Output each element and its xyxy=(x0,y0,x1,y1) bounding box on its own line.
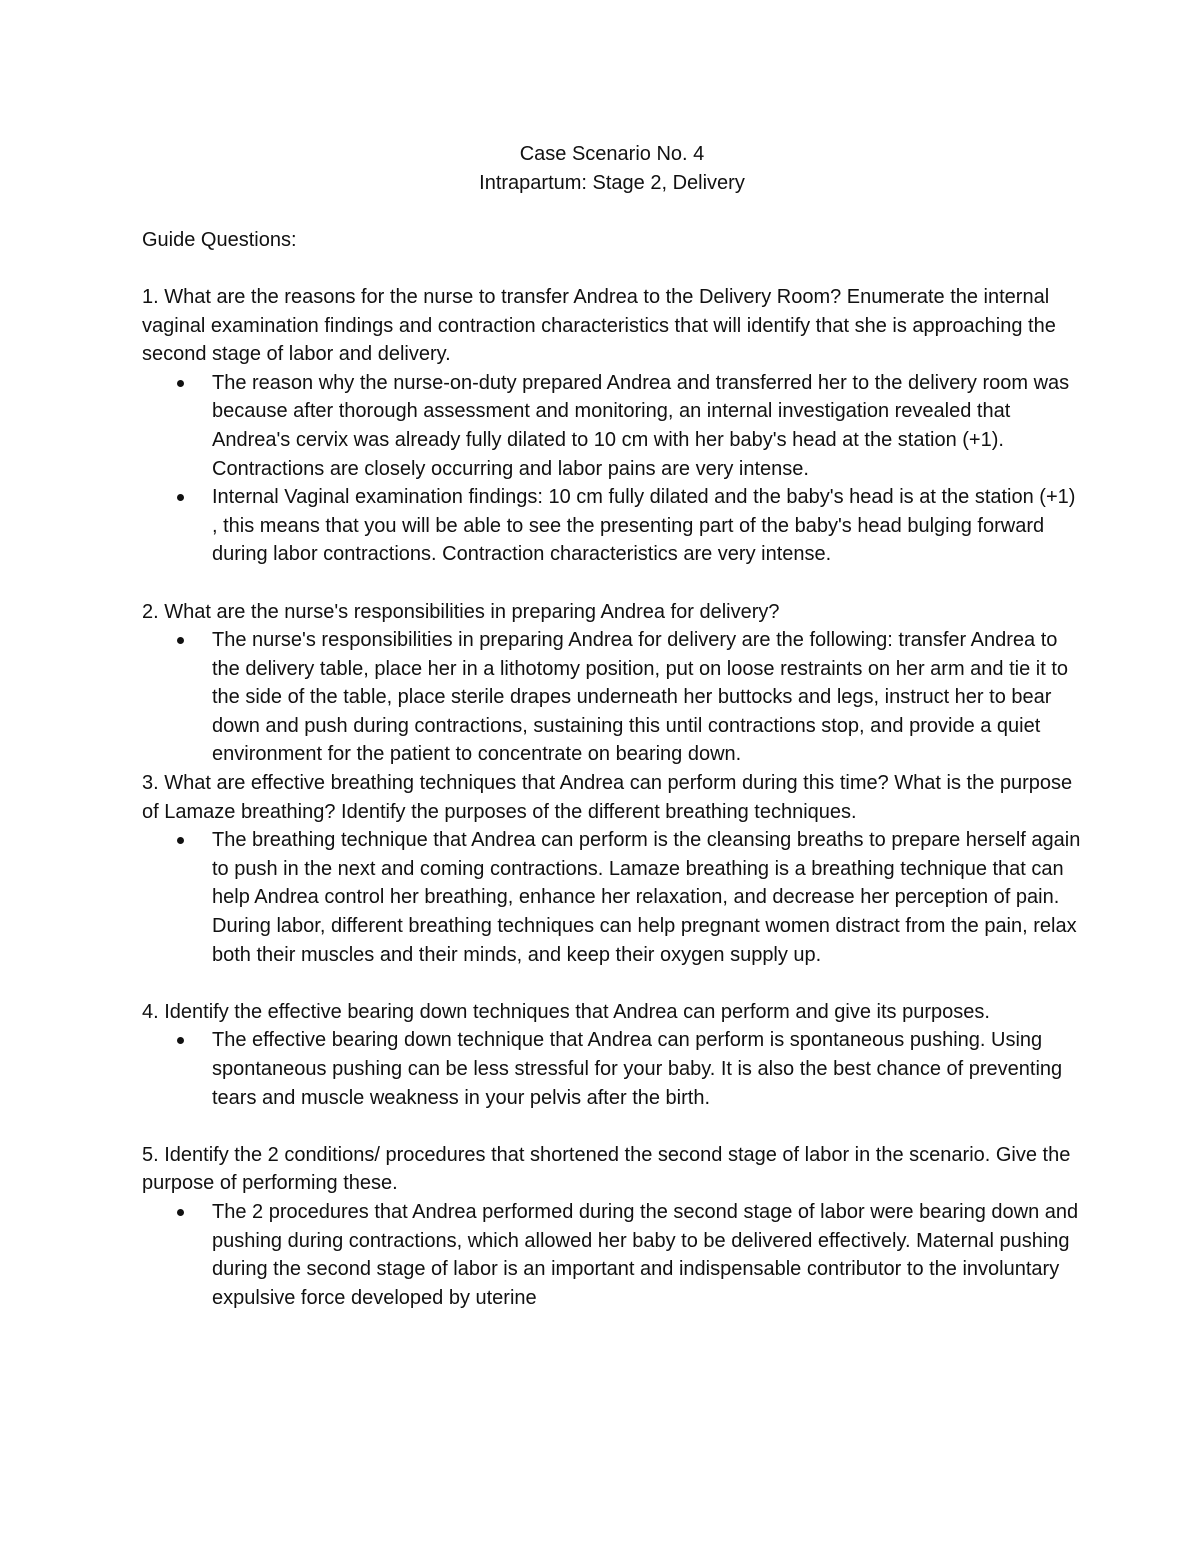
answer-text: The effective bearing down technique that Andrea can perform is spontaneous pushing. Using spontaneous pushing can be less stressful for your baby. It is also the best chance of preventing tears and muscle weakness in your pelvis after the birth. xyxy=(212,1029,1063,1109)
spacer xyxy=(142,197,1082,226)
bullet-icon xyxy=(177,380,184,387)
answer-text: The 2 procedures that Andrea performed during the second stage of labor were bearing down and pushing during contractions, which allowed her baby to be delivered effectively. Maternal pushing during the second stage of labor is an important and indispensable contributor to the involuntary expulsive force developed by uterine xyxy=(212,1200,1079,1309)
spacer xyxy=(142,969,1082,998)
answer-item xyxy=(212,626,1082,769)
bullet-icon xyxy=(177,1209,184,1216)
answer-list xyxy=(142,826,1082,969)
answer-list xyxy=(142,626,1082,769)
document-subtitle: Intrapartum: Stage 2, Delivery xyxy=(479,171,745,194)
question-text: 2. What are the nurse's responsibilities in preparing Andrea for delivery? xyxy=(142,600,780,623)
answer-text: The reason why the nurse-on-duty prepared Andrea and transferred her to the delivery room was because after thorough assessment and monitoring, an internal investigation revealed that Andrea's cervix was already fully dilated to 10 cm with her baby's head at the station (+1). Contractions are closely occurring and labor pains are very intense. xyxy=(212,371,1070,480)
document-page xyxy=(142,140,1082,1312)
spacer xyxy=(142,254,1082,283)
answer-item xyxy=(212,483,1082,569)
answer-list xyxy=(142,1198,1082,1312)
question-text: 5. Identify the 2 conditions/ procedures that shortened the second stage of labor in the scenario. Give the purpose of performing these. xyxy=(142,1143,1071,1195)
spacer xyxy=(142,1112,1082,1141)
question-text: 4. Identify the effective bearing down techniques that Andrea can perform and give its purposes. xyxy=(142,1000,990,1023)
answer-text: The breathing technique that Andrea can perform is the cleansing breaths to prepare herself again to push in the next and coming contractions. Lamaze breathing is a breathing technique that can help Andrea control her breathing, enhance her relaxation, and decrease her perception of pain. During labor, different breathing techniques can help pregnant women distract from the pain, relax both their muscles and their minds, and keep their oxygen supply up. xyxy=(212,829,1081,966)
title-block xyxy=(142,140,1082,197)
bullet-icon xyxy=(177,1037,184,1044)
bullet-icon xyxy=(177,494,184,501)
question-block-2 xyxy=(142,598,1082,770)
question-block-5 xyxy=(142,1141,1082,1313)
question-block-1 xyxy=(142,283,1082,569)
answer-item xyxy=(212,369,1082,483)
question-block-4 xyxy=(142,998,1082,1112)
question-text: 1. What are the reasons for the nurse to transfer Andrea to the Delivery Room? Enumerate the internal vaginal examination findings and contraction characteristics that will identify that she is approaching the second stage of labor and delivery. xyxy=(142,285,1056,366)
question-block-3 xyxy=(142,769,1082,969)
bullet-icon xyxy=(177,637,184,644)
answer-list xyxy=(142,1026,1082,1112)
bullet-icon xyxy=(177,837,184,844)
spacer xyxy=(142,569,1082,598)
guide-questions-label: Guide Questions: xyxy=(142,228,297,251)
answer-text: The nurse's responsibilities in preparing Andrea for delivery are the following: transfer Andrea to the delivery table, place her in a lithotomy position, put on loose restraints on her arm and tie it to the side of the table, place sterile drapes underneath her buttocks and legs, instruct her to bear down and push during contractions, sustaining this until contractions stop, and provide a quiet environment for the patient to concentrate on bearing down. xyxy=(212,629,1069,766)
question-text: 3. What are effective breathing techniques that Andrea can perform during this time? What is the purpose of Lamaze breathing? Identify the purposes of the different breathing techniques. xyxy=(142,772,1073,823)
answer-item xyxy=(212,826,1082,969)
answer-item xyxy=(212,1198,1082,1312)
answer-item xyxy=(212,1026,1082,1112)
answer-text: Internal Vaginal examination findings: 10 cm fully dilated and the baby's head is at the station (+1) , this means that you will be able to see the presenting part of the baby's head bulging forward during labor contractions. Contraction characteristics are very intense. xyxy=(212,486,1076,566)
document-title: Case Scenario No. 4 xyxy=(519,143,705,165)
answer-list xyxy=(142,369,1082,569)
